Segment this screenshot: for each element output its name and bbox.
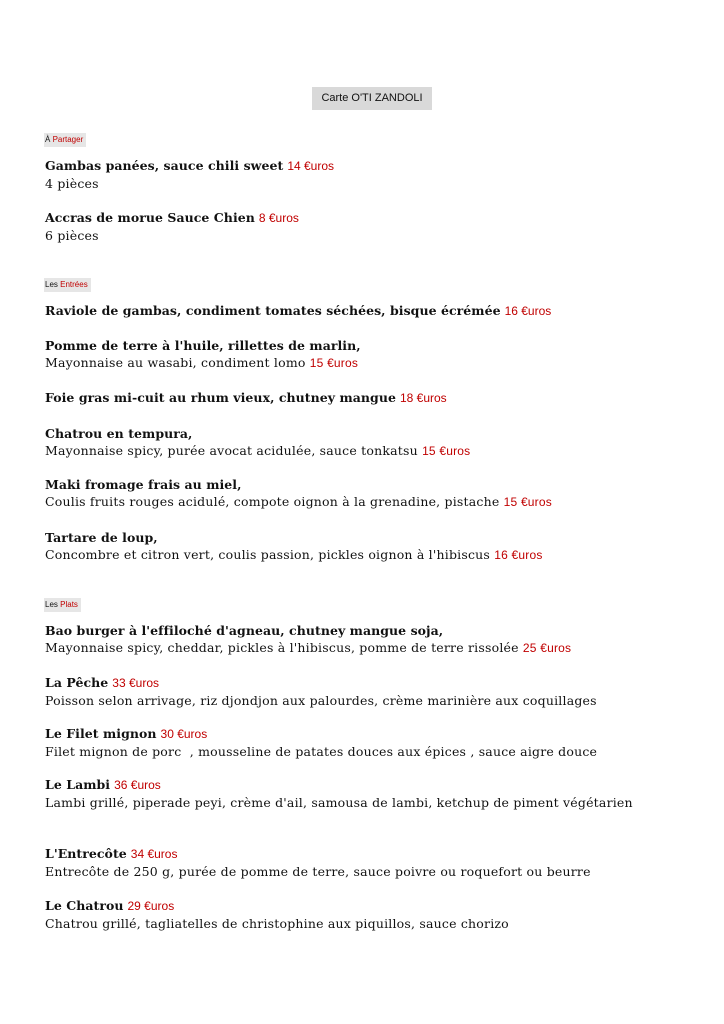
dish-price: 15 €uros — [422, 444, 471, 459]
dish-description: Entrecôte de 250 g, purée de pomme de terre, sauce poivre ou roquefort ou beurre — [45, 864, 591, 880]
dish-name: Tartare de loup, — [45, 530, 158, 545]
dish-description: Coulis fruits rouges acidulé, compote oignon à la grenadine, pistache — [45, 494, 500, 510]
dish-name: Accras de morue Sauce Chien — [45, 210, 255, 225]
dish-price: 15 €uros — [503, 495, 552, 510]
dish-price: 16 €uros — [494, 548, 543, 563]
dish-price: 14 €uros — [287, 159, 335, 173]
menu-item-la-peche — [45, 674, 705, 710]
menu-item-gambas-panees — [45, 157, 705, 193]
menu-item-raviole — [45, 302, 705, 320]
menu-item-le-chatrou — [45, 897, 705, 933]
menu-item-maki — [45, 476, 705, 512]
dish-price: 34 €uros — [130, 847, 178, 861]
dish-name: Pomme de terre à l'huile, rillettes de marlin, — [45, 338, 361, 353]
section-label-plats: Les Plats — [44, 598, 81, 612]
dish-price: 36 €uros — [114, 778, 161, 792]
menu-item-accras — [45, 209, 705, 245]
dish-name: Gambas panées, sauce chili sweet — [45, 158, 284, 173]
menu-item-foie-gras — [45, 389, 705, 407]
dish-description: Mayonnaise spicy, cheddar, pickles à l'hibiscus, pomme de terre rissolée — [45, 640, 519, 656]
section-label-partager: À Partager — [44, 133, 86, 147]
dish-name: Bao burger à l'effiloché d'agneau, chutney mangue soja, — [45, 623, 444, 638]
dish-description: Concombre et citron vert, coulis passion, pickles oignon à l'hibiscus — [45, 547, 491, 563]
dish-name: La Pêche — [45, 675, 109, 690]
dish-description: Lambi grillé, piperade peyi, crème d'ail, samousa de lambi, ketchup de piment végétarien — [45, 795, 633, 811]
dish-name: Raviole de gambas, condiment tomates séchées, bisque écrémée — [45, 303, 501, 318]
dish-name: L'Entrecôte — [45, 846, 127, 861]
dish-price: 8 €uros — [258, 211, 299, 225]
menu-item-entrecote — [45, 845, 705, 881]
dish-description: 6 pièces — [45, 228, 99, 244]
dish-price: 18 €uros — [399, 391, 447, 405]
dish-price: 15 €uros — [309, 356, 359, 371]
dish-price: 29 €uros — [127, 899, 175, 913]
menu-item-tartare-loup — [45, 529, 705, 565]
dish-name: Le Filet mignon — [45, 726, 157, 741]
dish-price: 16 €uros — [504, 304, 552, 318]
section-label-entrees: Les Entrées — [44, 278, 91, 292]
menu-item-filet-mignon — [45, 725, 705, 761]
dish-price: 33 €uros — [112, 676, 159, 690]
dish-description: Mayonnaise au wasabi, condiment lomo — [45, 355, 306, 371]
dish-name: Chatrou en tempura, — [45, 426, 193, 441]
dish-name: Foie gras mi-cuit au rhum vieux, chutney mangue — [45, 390, 396, 405]
menu-item-pomme-de-terre — [45, 337, 705, 373]
dish-description: 4 pièces — [45, 176, 99, 192]
dish-name: Maki fromage frais au miel, — [45, 477, 242, 492]
dish-name: Le Chatrou — [45, 898, 124, 913]
menu-item-chatrou-tempura — [45, 425, 705, 461]
dish-description: Mayonnaise spicy, purée avocat acidulée, sauce tonkatsu — [45, 443, 418, 459]
dish-price: 25 €uros — [522, 641, 572, 656]
dish-description: Filet mignon de porc , mousseline de patates douces aux épices , sauce aigre douce — [45, 744, 598, 760]
dish-price: 30 €uros — [160, 727, 208, 741]
dish-description: Poisson selon arrivage, riz djondjon aux palourdes, crème marinière aux coquillages — [45, 693, 597, 709]
menu-item-bao-burger — [45, 622, 705, 658]
page-title: Carte O'TI ZANDOLI — [312, 87, 432, 110]
dish-name: Le Lambi — [45, 777, 111, 792]
menu-item-lambi — [45, 776, 635, 812]
dish-description: Chatrou grillé, tagliatelles de christophine aux piquillos, sauce chorizo — [45, 916, 509, 932]
